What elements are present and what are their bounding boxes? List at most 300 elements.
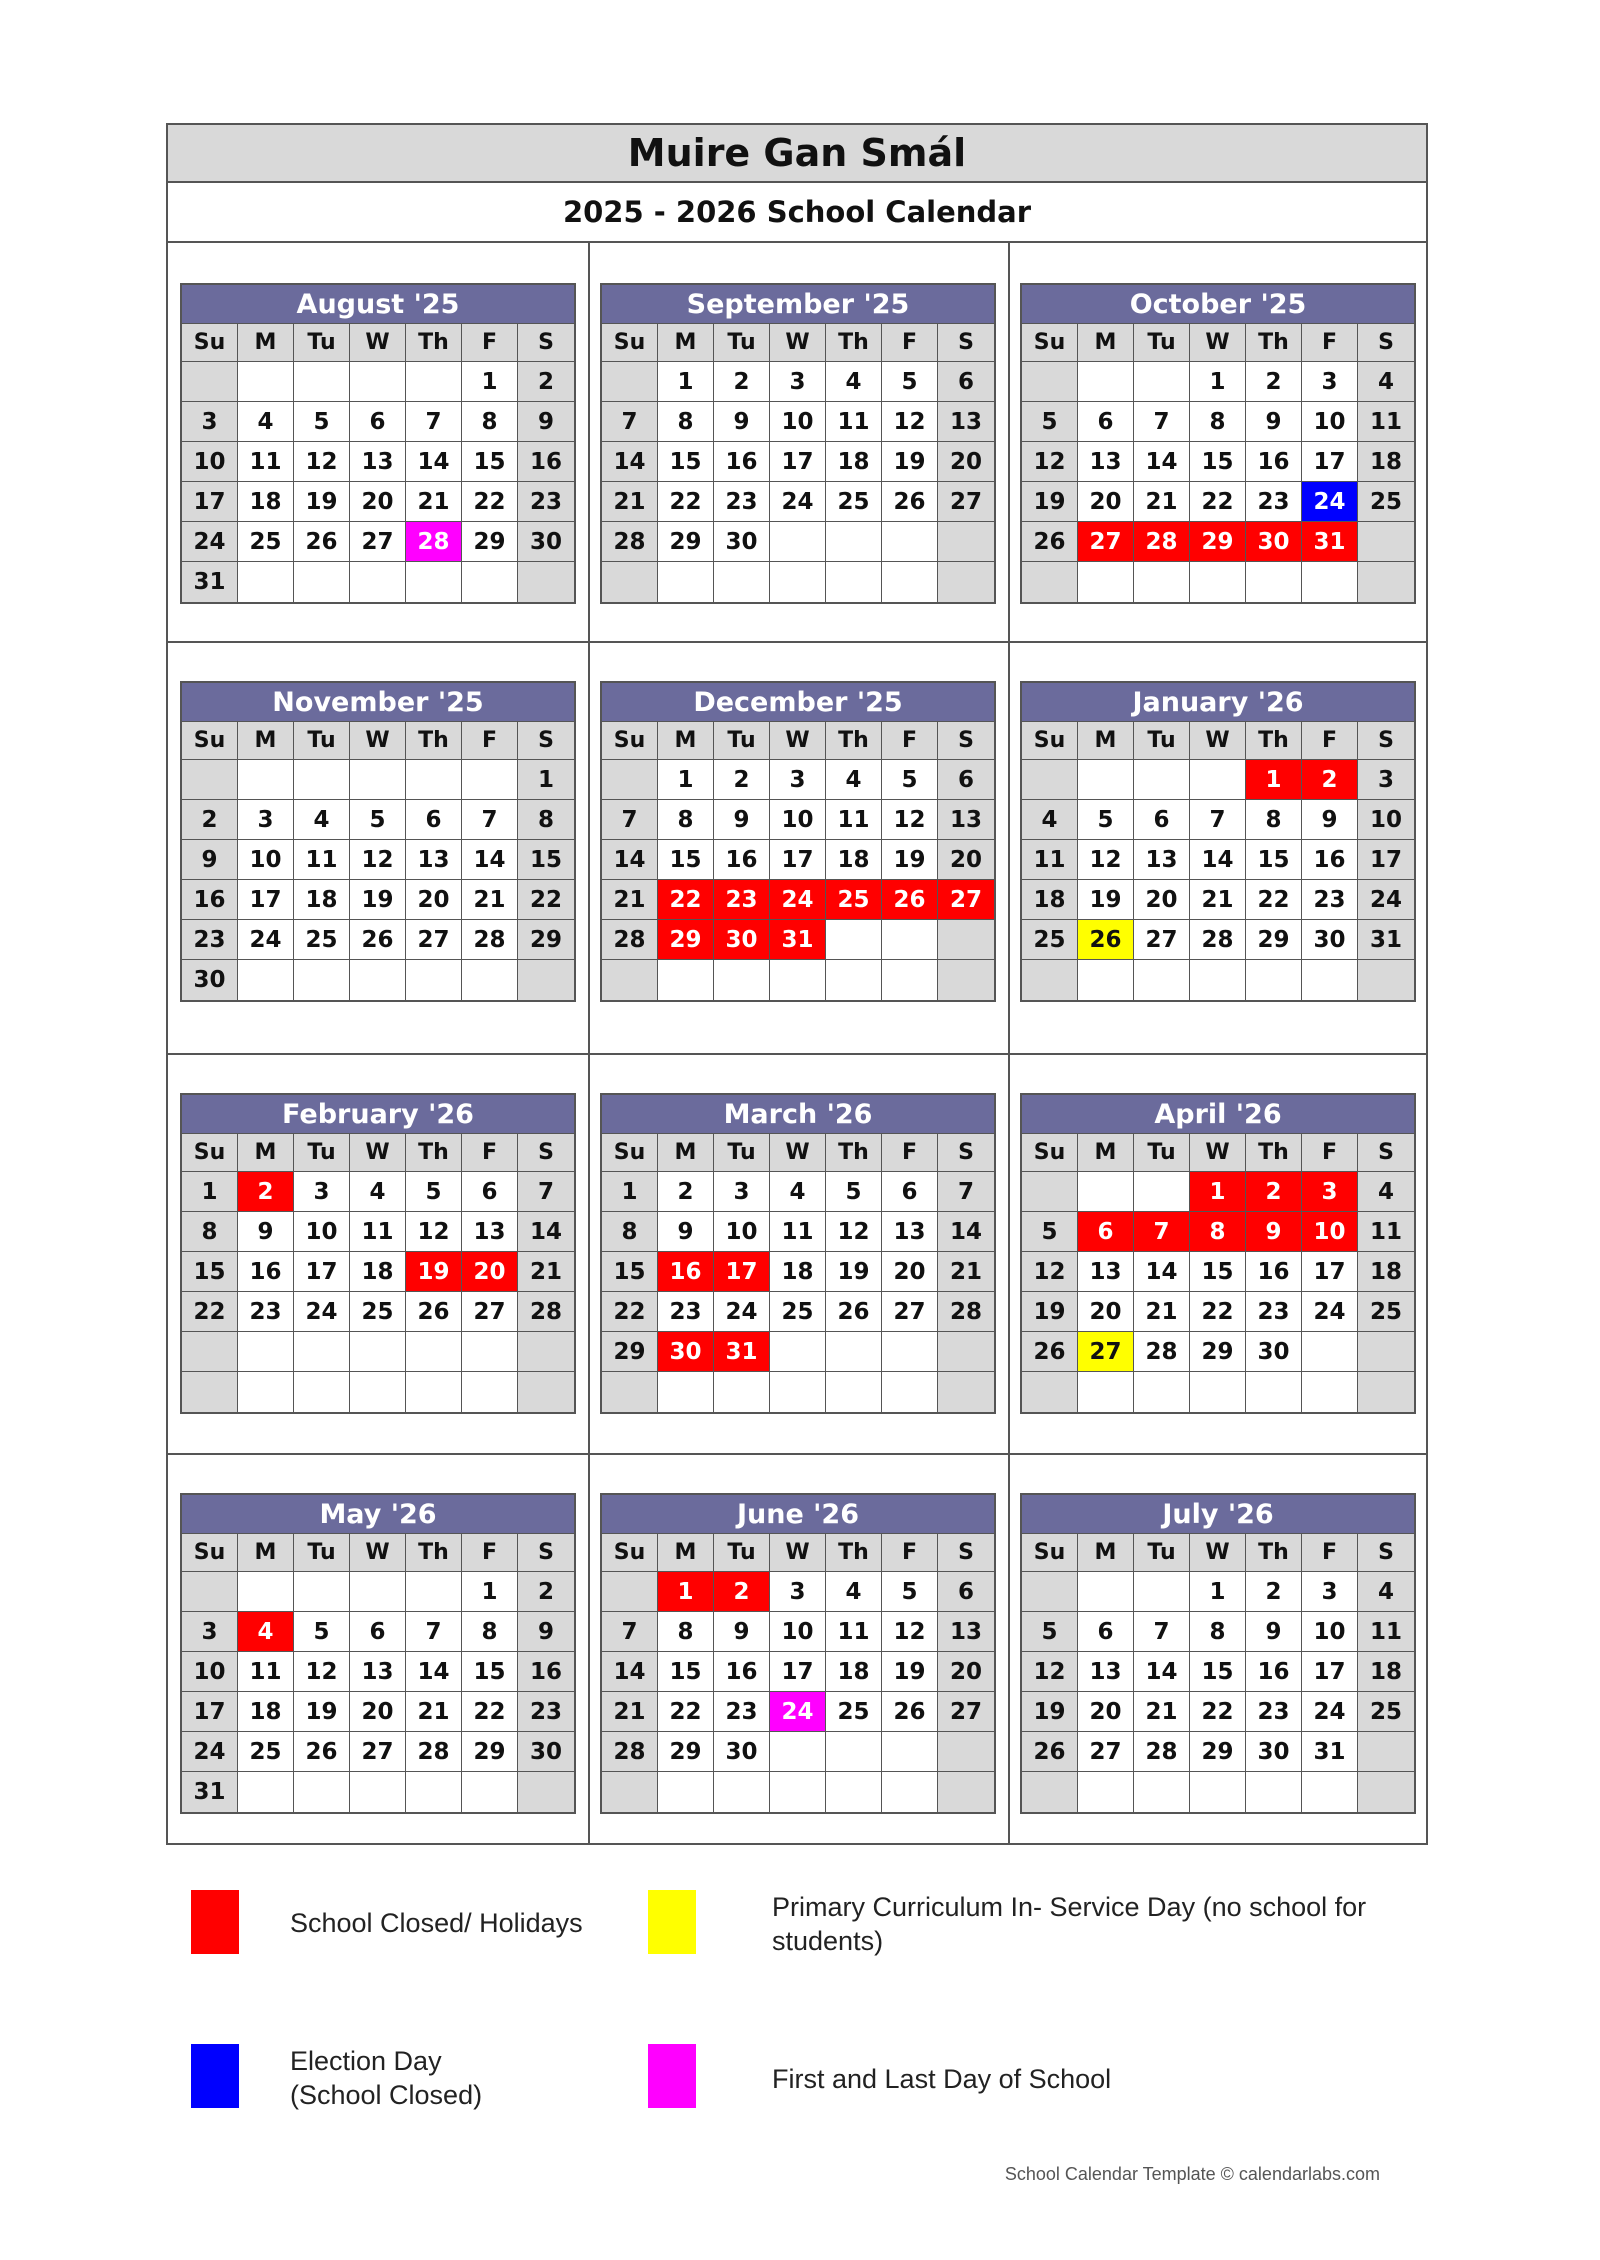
empty-day-cell — [238, 362, 294, 402]
empty-day-cell — [406, 960, 462, 1000]
day-cell: 16 — [518, 1652, 574, 1692]
day-cell: 3 — [238, 800, 294, 840]
day-cell: 25 — [770, 1292, 826, 1332]
day-cell: 28 — [462, 920, 518, 960]
weekday-label: F — [1302, 1134, 1358, 1172]
day-cell: 12 — [882, 800, 938, 840]
day-cell: 15 — [462, 1652, 518, 1692]
day-cell: 17 — [770, 840, 826, 880]
day-cell: 1 — [1190, 362, 1246, 402]
day-cell: 14 — [1190, 840, 1246, 880]
day-cell: 10 — [1302, 402, 1358, 442]
empty-day-cell — [1190, 1372, 1246, 1412]
weekday-label: Su — [602, 722, 658, 760]
day-cell: 3 — [182, 1612, 238, 1652]
day-cell: 28 — [1134, 1732, 1190, 1772]
month-calendar — [180, 283, 576, 604]
day-cell: 15 — [658, 1652, 714, 1692]
day-cell: 8 — [1190, 1612, 1246, 1652]
weekday-label: Th — [1246, 1534, 1302, 1572]
day-cell: 10 — [182, 442, 238, 482]
week-row — [1022, 1252, 1414, 1292]
week-row — [1022, 960, 1414, 1000]
day-cell: 10 — [1358, 800, 1414, 840]
day-cell: 25 — [238, 1732, 294, 1772]
calendar-frame — [166, 123, 1428, 1845]
empty-day-cell — [1022, 562, 1078, 602]
day-cell: 24 — [770, 482, 826, 522]
empty-day-cell — [294, 1772, 350, 1812]
weekday-label: F — [462, 722, 518, 760]
empty-day-cell — [350, 960, 406, 1000]
day-cell: 6 — [350, 1612, 406, 1652]
day-cell: 12 — [1022, 442, 1078, 482]
day-cell: 25 — [238, 522, 294, 562]
day-cell: 13 — [350, 1652, 406, 1692]
empty-day-cell — [658, 960, 714, 1000]
day-cell: 2 — [1246, 362, 1302, 402]
day-cell: 11 — [1022, 840, 1078, 880]
weekday-label: Th — [406, 1134, 462, 1172]
empty-day-cell — [406, 1372, 462, 1412]
day-cell: 30 — [1246, 522, 1302, 562]
day-cell: 10 — [238, 840, 294, 880]
empty-day-cell — [770, 1332, 826, 1372]
empty-day-cell — [238, 562, 294, 602]
day-cell: 14 — [602, 840, 658, 880]
day-cell: 25 — [1022, 920, 1078, 960]
day-cell: 27 — [350, 1732, 406, 1772]
day-cell: 29 — [1190, 522, 1246, 562]
empty-day-cell — [882, 1772, 938, 1812]
weekday-label: Su — [1022, 1134, 1078, 1172]
empty-day-cell — [1078, 960, 1134, 1000]
empty-day-cell — [882, 562, 938, 602]
day-cell: 6 — [938, 1572, 994, 1612]
empty-day-cell — [406, 760, 462, 800]
weekday-label: W — [350, 1134, 406, 1172]
empty-day-cell — [294, 960, 350, 1000]
month-title: December '25 — [602, 683, 994, 722]
weekday-header-row — [182, 324, 574, 362]
weekday-label: Tu — [714, 1534, 770, 1572]
weekday-label: M — [658, 324, 714, 362]
week-row — [1022, 920, 1414, 960]
day-cell: 16 — [1302, 840, 1358, 880]
week-row — [182, 760, 574, 800]
day-cell: 13 — [462, 1212, 518, 1252]
day-cell: 8 — [182, 1212, 238, 1252]
week-row — [182, 1692, 574, 1732]
day-cell: 4 — [350, 1172, 406, 1212]
day-cell: 16 — [714, 840, 770, 880]
day-cell: 23 — [182, 920, 238, 960]
empty-day-cell — [294, 1572, 350, 1612]
empty-day-cell — [826, 960, 882, 1000]
week-row — [182, 1252, 574, 1292]
empty-day-cell — [938, 1332, 994, 1372]
day-cell: 18 — [770, 1252, 826, 1292]
day-cell: 29 — [1190, 1732, 1246, 1772]
empty-day-cell — [294, 362, 350, 402]
week-row — [182, 1212, 574, 1252]
week-row — [1022, 1732, 1414, 1772]
day-cell: 8 — [518, 800, 574, 840]
day-cell: 3 — [1302, 362, 1358, 402]
weekday-label: Th — [826, 1534, 882, 1572]
day-cell: 12 — [1022, 1252, 1078, 1292]
empty-day-cell — [1246, 1372, 1302, 1412]
day-cell: 14 — [406, 1652, 462, 1692]
empty-day-cell — [294, 1332, 350, 1372]
empty-day-cell — [1134, 1372, 1190, 1412]
empty-day-cell — [602, 960, 658, 1000]
weekday-label: F — [1302, 1534, 1358, 1572]
weekday-label: S — [1358, 1134, 1414, 1172]
day-cell: 4 — [1358, 362, 1414, 402]
day-cell: 17 — [714, 1252, 770, 1292]
day-cell: 5 — [1078, 800, 1134, 840]
week-row — [602, 562, 994, 602]
weekday-header-row — [182, 722, 574, 760]
day-cell: 9 — [238, 1212, 294, 1252]
day-cell: 25 — [350, 1292, 406, 1332]
empty-day-cell — [1078, 562, 1134, 602]
day-cell: 11 — [1358, 1612, 1414, 1652]
day-cell: 9 — [714, 800, 770, 840]
weekday-label: Tu — [714, 324, 770, 362]
weekday-label: S — [518, 722, 574, 760]
day-cell: 20 — [462, 1252, 518, 1292]
day-cell: 7 — [1134, 1612, 1190, 1652]
day-cell: 29 — [658, 1732, 714, 1772]
empty-day-cell — [238, 1772, 294, 1812]
day-cell: 23 — [238, 1292, 294, 1332]
week-row — [602, 1212, 994, 1252]
weekday-label: M — [1078, 1534, 1134, 1572]
week-row — [182, 1572, 574, 1612]
empty-day-cell — [406, 562, 462, 602]
day-cell: 27 — [406, 920, 462, 960]
weekday-label: Su — [182, 1134, 238, 1172]
day-cell: 27 — [1078, 1332, 1134, 1372]
weekday-label: M — [238, 722, 294, 760]
footer-credit: School Calendar Template © calendarlabs.com — [1004, 2164, 1380, 2184]
day-cell: 11 — [826, 1612, 882, 1652]
week-row — [182, 562, 574, 602]
day-cell: 30 — [714, 920, 770, 960]
day-cell: 24 — [714, 1292, 770, 1332]
day-cell: 30 — [518, 522, 574, 562]
day-cell: 31 — [182, 562, 238, 602]
day-cell: 26 — [1022, 1332, 1078, 1372]
weekday-label: M — [238, 1534, 294, 1572]
empty-day-cell — [1078, 1372, 1134, 1412]
day-cell: 28 — [602, 522, 658, 562]
empty-day-cell — [1022, 960, 1078, 1000]
day-cell: 17 — [238, 880, 294, 920]
day-cell: 9 — [714, 402, 770, 442]
weekday-label: Tu — [1134, 722, 1190, 760]
empty-day-cell — [1302, 1332, 1358, 1372]
day-cell: 5 — [826, 1172, 882, 1212]
day-cell: 31 — [1302, 522, 1358, 562]
day-cell: 20 — [350, 482, 406, 522]
day-cell: 5 — [350, 800, 406, 840]
week-row — [182, 442, 574, 482]
empty-day-cell — [182, 760, 238, 800]
empty-day-cell — [1246, 960, 1302, 1000]
weekday-header-row — [602, 1134, 994, 1172]
empty-day-cell — [238, 760, 294, 800]
day-cell: 27 — [1134, 920, 1190, 960]
day-cell: 13 — [938, 402, 994, 442]
weekday-header-row — [1022, 722, 1414, 760]
day-cell: 12 — [294, 442, 350, 482]
empty-day-cell — [1134, 1572, 1190, 1612]
week-row — [1022, 840, 1414, 880]
day-cell: 18 — [294, 880, 350, 920]
empty-day-cell — [1134, 760, 1190, 800]
day-cell: 2 — [518, 362, 574, 402]
day-cell: 4 — [1022, 800, 1078, 840]
empty-day-cell — [462, 1772, 518, 1812]
weekday-label: F — [882, 1134, 938, 1172]
day-cell: 19 — [882, 840, 938, 880]
day-cell: 27 — [350, 522, 406, 562]
day-cell: 7 — [602, 800, 658, 840]
legend-label-election-line1: Election Day — [290, 2046, 442, 2076]
week-row — [1022, 1292, 1414, 1332]
grid-divider — [168, 641, 1426, 643]
day-cell: 4 — [1358, 1572, 1414, 1612]
day-cell: 20 — [350, 1692, 406, 1732]
empty-day-cell — [882, 1732, 938, 1772]
day-cell: 23 — [1246, 1292, 1302, 1332]
empty-day-cell — [826, 562, 882, 602]
empty-day-cell — [826, 1332, 882, 1372]
empty-day-cell — [938, 562, 994, 602]
day-cell: 31 — [1358, 920, 1414, 960]
day-cell: 29 — [462, 1732, 518, 1772]
day-cell: 4 — [294, 800, 350, 840]
day-cell: 16 — [1246, 1252, 1302, 1292]
weekday-label: M — [658, 1134, 714, 1172]
empty-day-cell — [602, 1772, 658, 1812]
day-cell: 12 — [882, 1612, 938, 1652]
weekday-label: Tu — [1134, 324, 1190, 362]
day-cell: 30 — [518, 1732, 574, 1772]
day-cell: 1 — [658, 362, 714, 402]
empty-day-cell — [1078, 760, 1134, 800]
day-cell: 28 — [602, 1732, 658, 1772]
weekday-label: W — [350, 1534, 406, 1572]
grid-divider — [168, 1453, 1426, 1455]
day-cell: 6 — [462, 1172, 518, 1212]
day-cell: 2 — [714, 1572, 770, 1612]
day-cell: 15 — [658, 840, 714, 880]
day-cell: 13 — [1134, 840, 1190, 880]
day-cell: 8 — [658, 1612, 714, 1652]
week-row — [602, 1732, 994, 1772]
week-row — [602, 402, 994, 442]
day-cell: 14 — [938, 1212, 994, 1252]
week-row — [602, 760, 994, 800]
weekday-label: Tu — [294, 1134, 350, 1172]
day-cell: 20 — [938, 1652, 994, 1692]
month-title: April '26 — [1022, 1095, 1414, 1134]
day-cell: 12 — [1078, 840, 1134, 880]
day-cell: 22 — [1190, 1292, 1246, 1332]
day-cell: 17 — [770, 442, 826, 482]
day-cell: 2 — [1246, 1172, 1302, 1212]
day-cell: 24 — [1302, 1692, 1358, 1732]
day-cell: 22 — [658, 880, 714, 920]
day-cell: 2 — [658, 1172, 714, 1212]
weekday-header-row — [1022, 1534, 1414, 1572]
week-row — [1022, 1332, 1414, 1372]
empty-day-cell — [1358, 1732, 1414, 1772]
day-cell: 25 — [294, 920, 350, 960]
weekday-label: F — [462, 324, 518, 362]
week-row — [602, 1612, 994, 1652]
day-cell: 27 — [1078, 522, 1134, 562]
day-cell: 10 — [1302, 1212, 1358, 1252]
day-cell: 6 — [406, 800, 462, 840]
weekday-label: W — [770, 1134, 826, 1172]
legend-label-election — [290, 2044, 482, 2112]
day-cell: 14 — [602, 442, 658, 482]
day-cell: 2 — [1302, 760, 1358, 800]
day-cell: 8 — [658, 800, 714, 840]
day-cell: 21 — [406, 482, 462, 522]
day-cell: 22 — [658, 482, 714, 522]
empty-day-cell — [602, 1372, 658, 1412]
calendar-title: 2025 - 2026 School Calendar — [168, 183, 1426, 243]
empty-day-cell — [938, 1732, 994, 1772]
empty-day-cell — [350, 1332, 406, 1372]
day-cell: 23 — [714, 880, 770, 920]
day-cell: 21 — [1134, 1692, 1190, 1732]
week-row — [1022, 800, 1414, 840]
day-cell: 5 — [406, 1172, 462, 1212]
day-cell: 27 — [1078, 1732, 1134, 1772]
month-calendar — [1020, 681, 1416, 1002]
day-cell: 14 — [1134, 1252, 1190, 1292]
day-cell: 23 — [518, 482, 574, 522]
day-cell: 10 — [714, 1212, 770, 1252]
empty-day-cell — [1022, 362, 1078, 402]
day-cell: 7 — [1134, 1212, 1190, 1252]
weekday-label: Tu — [294, 722, 350, 760]
day-cell: 30 — [714, 522, 770, 562]
day-cell: 31 — [714, 1332, 770, 1372]
day-cell: 17 — [182, 482, 238, 522]
empty-day-cell — [518, 1772, 574, 1812]
month-calendar — [1020, 1093, 1416, 1414]
day-cell: 8 — [1246, 800, 1302, 840]
empty-day-cell — [1190, 760, 1246, 800]
day-cell: 20 — [406, 880, 462, 920]
day-cell: 9 — [658, 1212, 714, 1252]
day-cell: 4 — [1358, 1172, 1414, 1212]
weekday-label: Su — [602, 1534, 658, 1572]
month-calendar — [600, 1093, 996, 1414]
empty-day-cell — [770, 562, 826, 602]
day-cell: 22 — [462, 1692, 518, 1732]
month-calendar — [180, 681, 576, 1002]
day-cell: 4 — [826, 362, 882, 402]
day-cell: 3 — [770, 1572, 826, 1612]
day-cell: 14 — [518, 1212, 574, 1252]
day-cell: 6 — [938, 760, 994, 800]
week-row — [602, 1172, 994, 1212]
week-row — [1022, 482, 1414, 522]
empty-day-cell — [658, 562, 714, 602]
day-cell: 8 — [1190, 1212, 1246, 1252]
month-title: October '25 — [1022, 285, 1414, 324]
empty-day-cell — [182, 1372, 238, 1412]
legend-swatch-closed — [191, 1890, 239, 1954]
day-cell: 11 — [350, 1212, 406, 1252]
weekday-label: F — [1302, 722, 1358, 760]
week-row — [1022, 1172, 1414, 1212]
day-cell: 29 — [518, 920, 574, 960]
empty-day-cell — [714, 960, 770, 1000]
day-cell: 17 — [182, 1692, 238, 1732]
weekday-label: Su — [602, 324, 658, 362]
weekday-header-row — [602, 324, 994, 362]
weekday-label: F — [882, 722, 938, 760]
weekday-label: F — [882, 1534, 938, 1572]
legend-swatch-inservice — [648, 1890, 696, 1954]
month-title: September '25 — [602, 285, 994, 324]
weekday-label: Su — [1022, 1534, 1078, 1572]
day-cell: 25 — [1358, 1292, 1414, 1332]
day-cell: 6 — [350, 402, 406, 442]
empty-day-cell — [1246, 1772, 1302, 1812]
day-cell: 19 — [294, 1692, 350, 1732]
weekday-label: M — [238, 1134, 294, 1172]
week-row — [1022, 760, 1414, 800]
week-row — [1022, 1612, 1414, 1652]
week-row — [1022, 880, 1414, 920]
empty-day-cell — [658, 1372, 714, 1412]
empty-day-cell — [770, 1732, 826, 1772]
day-cell: 4 — [238, 1612, 294, 1652]
empty-day-cell — [602, 562, 658, 602]
week-row — [1022, 562, 1414, 602]
weekday-label: S — [518, 1134, 574, 1172]
day-cell: 9 — [1246, 1612, 1302, 1652]
empty-day-cell — [406, 1572, 462, 1612]
day-cell: 31 — [770, 920, 826, 960]
day-cell: 15 — [1190, 1252, 1246, 1292]
day-cell: 3 — [182, 402, 238, 442]
day-cell: 26 — [882, 482, 938, 522]
weekday-label: W — [350, 324, 406, 362]
day-cell: 26 — [826, 1292, 882, 1332]
empty-day-cell — [770, 960, 826, 1000]
month-calendar — [1020, 283, 1416, 604]
day-cell: 15 — [1190, 442, 1246, 482]
weekday-label: W — [770, 1534, 826, 1572]
empty-day-cell — [462, 1372, 518, 1412]
week-row — [1022, 362, 1414, 402]
empty-day-cell — [1302, 960, 1358, 1000]
legend-label-election-line2: (School Closed) — [290, 2080, 483, 2110]
day-cell: 1 — [1190, 1572, 1246, 1612]
